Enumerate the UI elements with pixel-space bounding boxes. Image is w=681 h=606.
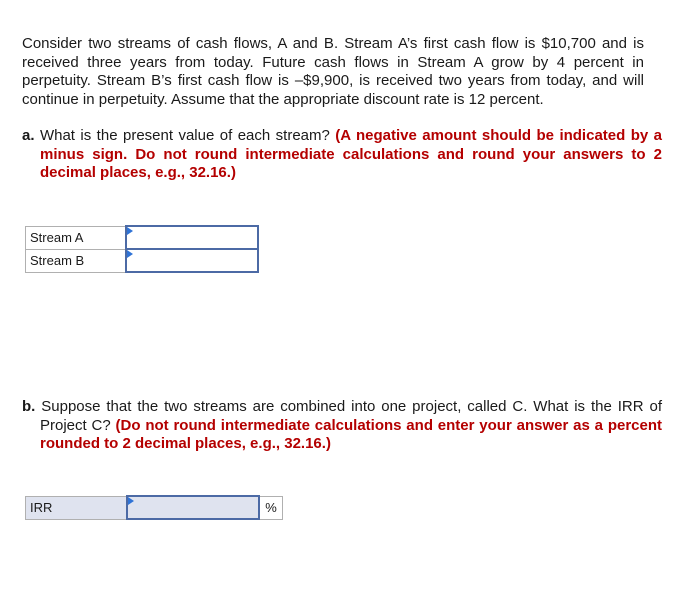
question-a-label: a.: [22, 127, 35, 144]
question-a: [22, 127, 662, 183]
stream-a-input[interactable]: [127, 228, 257, 247]
question-b: [22, 398, 662, 454]
irr-input-cell: [127, 496, 259, 519]
stream-a-label: Stream A: [26, 226, 127, 249]
question-a-text: What is the present value of each stream?: [39, 127, 330, 144]
problem-statement: Consider two streams of cash flows, A and B. Stream A’s first cash flow is $10,700 and is received three years from today. Future cash flows in Stream A grow by 4 percent in perpetuity. Stream B’s first cash flow is –$9,900, is received two years from today, and will continue in perpetuity. Assume that the appropriate discount rate is 12 percent.: [22, 35, 644, 108]
question-b-label: b.: [22, 398, 36, 415]
stream-b-label: Stream B: [26, 249, 127, 272]
table-row: [26, 496, 283, 519]
answer-table-b: [25, 495, 283, 520]
stream-b-input[interactable]: [127, 251, 257, 270]
table-row: [26, 226, 259, 249]
table-row: [26, 249, 259, 272]
answer-table-a: [25, 225, 259, 273]
stream-b-input-cell: [126, 249, 258, 272]
percent-unit: %: [259, 496, 283, 519]
irr-label: IRR: [26, 496, 128, 519]
question-b-instructions: (Do not round intermediate calculations and enter your answer as a percent rounded to 2 decimal places, e.g., 32.16.): [40, 416, 662, 452]
question-b-text: Suppose that the two streams are combined into one project, called C. What is the IRR of Project C?: [40, 398, 662, 434]
question-a-instructions: (A negative amount should be indicated by a minus sign. Do not round intermediate calculations and round your answers to 2 decimal places, e.g., 32.16.): [40, 127, 663, 181]
stream-a-input-cell: [126, 226, 258, 249]
irr-input[interactable]: [128, 498, 258, 517]
answer-marker-icon: [128, 497, 134, 505]
answer-marker-icon: [127, 250, 133, 258]
answer-marker-icon: [127, 227, 133, 235]
